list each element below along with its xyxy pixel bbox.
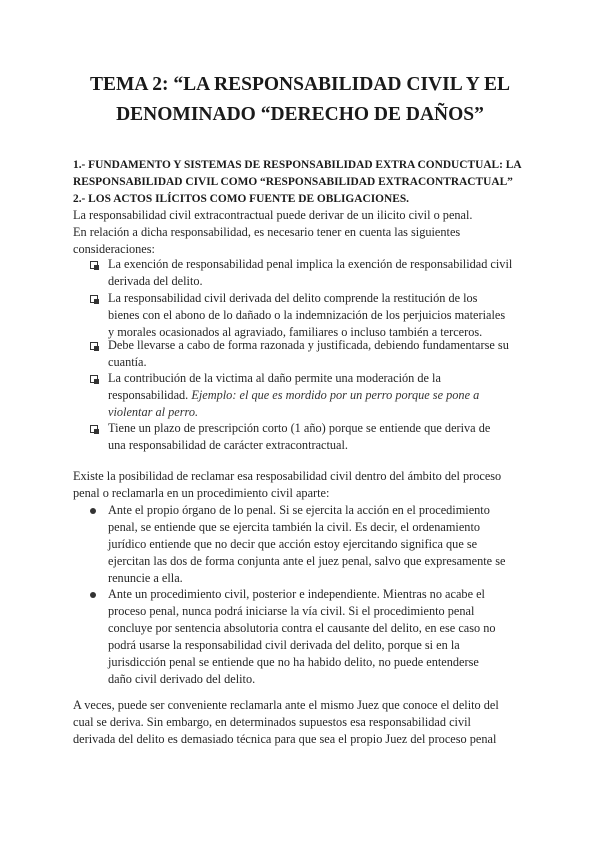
paragraph-line: cual se deriva. Sin embargo, en determinados supuestos esa responsabilidad civil — [73, 715, 471, 729]
list-item-text: penal, se entiende que se ejercita también la civil. Es decir, el ordenamiento — [108, 520, 481, 534]
title-line-1: TEMA 2: “LA RESPONSABILIDAD CIVIL Y EL — [89, 74, 511, 95]
example-text: violentar al perro. — [108, 405, 199, 419]
title-line-2: DENOMINADO “DERECHO DE DAÑOS” — [116, 104, 484, 125]
page-title — [60, 70, 540, 130]
list-item-text: cuantía. — [108, 355, 147, 369]
heading-line-2: RESPONSABILIDAD CIVIL COMO “RESPONSABILIDAD EXTRACONTRACTUAL” — [73, 176, 513, 188]
checkbox-bullet-icon — [90, 375, 98, 383]
list-item-text: una responsabilidad de carácter extracontractual. — [108, 438, 349, 452]
list-item-text: jurídico entiende que no decir que acción estoy ejercitando significa que se — [108, 537, 478, 551]
heading-line-3: 2.- LOS ACTOS ILÍCITOS COMO FUENTE DE OBLIGACIONES. — [73, 193, 410, 205]
checkbox-bullet-icon — [90, 342, 98, 350]
paragraph-line: Existe la posibilidad de reclamar esa resposabilidad civil dentro del ámbito del proceso — [73, 469, 502, 483]
list-item-text: Ante un procedimiento civil, posterior e independiente. Mientras no acabe el — [108, 587, 485, 601]
intro-line-3: consideraciones: — [73, 242, 155, 256]
list-item-text: Ante el propio órgano de lo penal. Si se ejercita la acción en el procedimiento — [108, 503, 490, 517]
section-heading — [73, 157, 533, 208]
list-item-text: La responsabilidad civil derivada del delito comprende la restitución de los — [108, 291, 478, 305]
checkbox-bullet-icon — [90, 261, 98, 269]
paragraph-line: A veces, puede ser conveniente reclamarla ante el mismo Juez que conoce el delito del — [73, 698, 499, 712]
intro-line-2: En relación a dicha responsabilidad, es necesario tener en cuenta las siguientes — [73, 225, 461, 239]
list-item-text: La contribución de la victima al daño permite una moderación de la — [108, 371, 441, 385]
list-item-text: daño civil derivado del delito. — [108, 672, 256, 686]
list-item-text: renuncie a ella. — [108, 571, 183, 585]
paragraph-line: penal o reclamarla en un procedimiento civil aparte: — [73, 486, 330, 500]
checkbox-bullet-icon — [90, 425, 98, 433]
list-item-text: derivada del delito. — [108, 274, 203, 288]
list-item-text: proceso penal, nunca podrá iniciarse la vía civil. Si el procedimiento penal — [108, 604, 475, 618]
list-item-text: jurisdicción penal se entiende que no ha habido delito, no puede entenderse — [108, 655, 479, 669]
intro-line-1: La responsabilidad civil extracontractual puede derivar de un ilicito civil o penal. — [73, 208, 473, 222]
list-item-text: podrá usarse la responsabilidad civil derivada del delito, porque si en la — [108, 638, 460, 652]
paragraph — [73, 697, 533, 748]
paragraph — [73, 468, 533, 502]
heading-line-1: 1.- FUNDAMENTO Y SISTEMAS DE RESPONSABILIDAD EXTRA CONDUCTUAL: LA — [73, 159, 522, 171]
list-item-text: y morales ocasionados al agraviado, familiares o incluso también a terceros. — [108, 325, 483, 339]
intro-paragraph — [73, 207, 533, 258]
list-item-text: La exención de responsabilidad penal implica la exención de responsabilidad civil — [108, 257, 513, 271]
list-item-text: ejercitan las dos de forma conjunta ante el juez penal, salvo que expresamente se — [108, 554, 506, 568]
bullet-dot-icon — [90, 592, 96, 598]
list-item-text: bienes con el abono de lo dañado o la indemnización de los perjuicios materiales — [108, 308, 506, 322]
paragraph-line: derivada del delito es demasiado técnica para que sea el propio Juez del proceso penal — [73, 732, 497, 746]
list-item-text: responsabilidad. Ejemplo: el que es mordido por un perro porque se pone a — [108, 388, 480, 402]
list-item-text: Tiene un plazo de prescripción corto (1 año) porque se entiende que deriva de — [108, 421, 491, 435]
bullet-dot-icon — [90, 508, 96, 514]
example-text: Ejemplo: el que es mordido por un perro porque se pone a — [191, 388, 480, 402]
checkbox-bullet-icon — [90, 295, 98, 303]
list-item-text: Debe llevarse a cabo de forma razonada y justificada, debiendo fundamentarse su — [108, 338, 509, 352]
list-item-text: concluye por sentencia absolutoria contra el causante del delito, en ese caso no — [108, 621, 496, 635]
